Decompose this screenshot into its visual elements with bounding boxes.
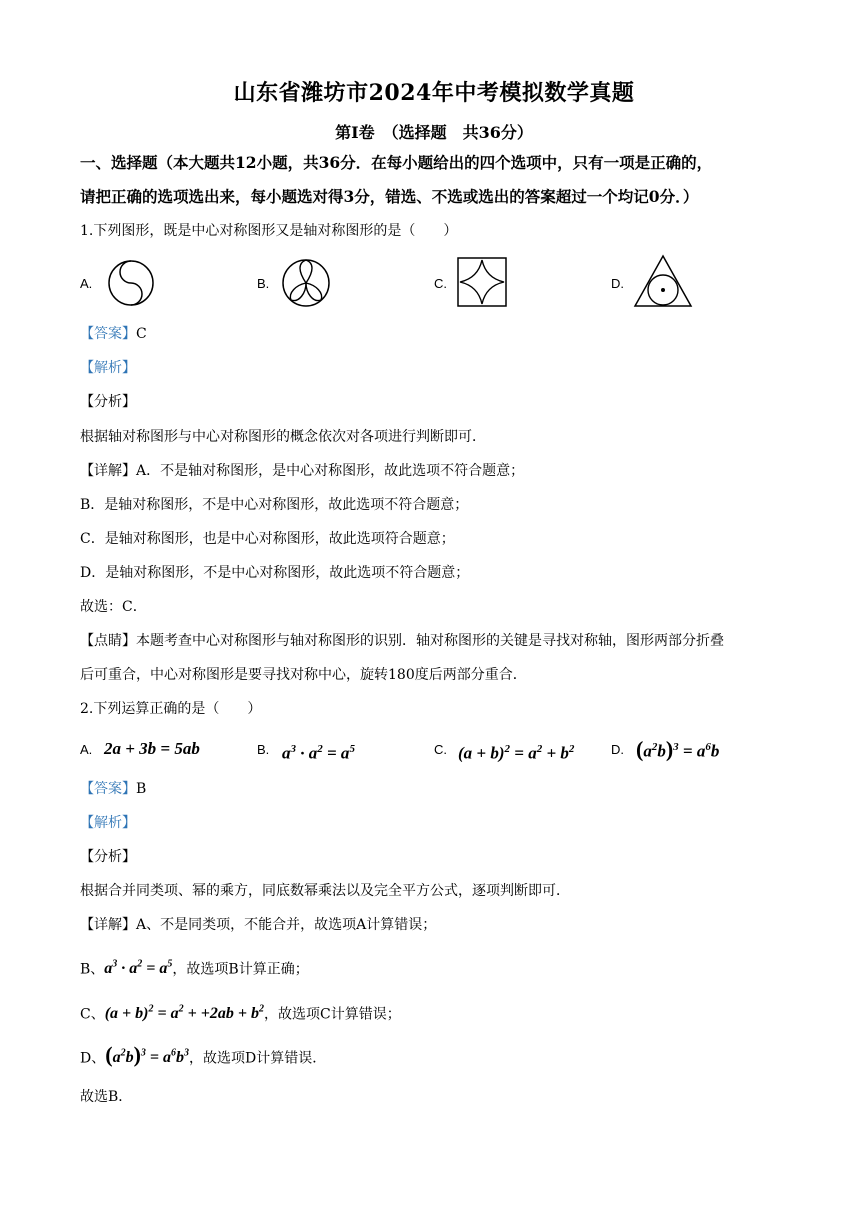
- q2-fenxi-text: 根据合并同类项、幂的乘方，同底数幂乘法以及完全平方公式，逐项判断即可．: [80, 883, 570, 899]
- q1-detail-c: C．是轴对称图形，也是中心对称图形，故此选项符合题意；: [80, 531, 455, 547]
- q1-comment-line-1: [80, 631, 724, 651]
- detail-c-suffix: ，故选项C计算错误；: [263, 1006, 401, 1023]
- q1-option-d-label: D.: [611, 276, 624, 291]
- q2-analysis-tag: 【解析】: [80, 815, 136, 831]
- detail-a-text: A、不是同类项，不能合并，故选项A计算错误；: [136, 917, 437, 933]
- q2-option-d-formula: $(a^2b)^3 = a^6b$: [636, 736, 720, 762]
- q1-fenxi-tag: 【分析】: [80, 394, 136, 410]
- section-header-line-1: 一、选择题（本大题共12小题，共36分．在每小题给出的四个选项中，只有一项是正确的，: [80, 153, 713, 172]
- q2-answer: [80, 779, 146, 799]
- detail-d-suffix: ，故选项D计算错误．: [189, 1050, 327, 1067]
- q2-detail-b: [80, 955, 309, 979]
- q1-option-c-label: C.: [434, 276, 447, 291]
- answer-value: B: [136, 781, 147, 797]
- q1-answer: [80, 324, 147, 344]
- q1-comment-line-2: 后可重合，中心对称图形是要寻找对称中心，旋转180度后两部分重合．: [80, 667, 527, 683]
- detail-tag: 【详解】: [80, 917, 136, 933]
- q2-detail-a: [80, 915, 436, 935]
- q2-option-a-formula: 2a + 3b = 5ab: [104, 739, 200, 758]
- section-subtitle: 第Ⅰ卷 （选择题 共36分）: [335, 123, 533, 142]
- q2-option-c-label: C.: [434, 742, 447, 757]
- answer-tag: 【答案】: [80, 781, 136, 797]
- q1-detail-d: D．是轴对称图形，不是中心对称图形，故此选项不符合题意；: [80, 565, 470, 581]
- q1-analysis-tag: 【解析】: [80, 360, 136, 376]
- q2-stem: 2.下列运算正确的是（ ）: [80, 701, 262, 717]
- answer-tag: 【答案】: [80, 326, 136, 342]
- yin-yang-figure: [106, 258, 156, 308]
- square-star-figure: [456, 256, 508, 308]
- comment-text: 本题考查中心对称图形与轴对称图形的识别．轴对称图形的关键是寻找对称轴，图形两部分折叠: [136, 633, 724, 649]
- q1-conclusion: 故选：C．: [80, 599, 147, 615]
- q2-option-b-formula: $a^3 \cdot a^2 = a^5$: [282, 743, 355, 763]
- q2-conclusion: 故选B．: [80, 1089, 133, 1105]
- q1-option-b-label: B.: [257, 276, 270, 291]
- detail-c-prefix: C、: [80, 1006, 105, 1023]
- q1-detail-a: [80, 461, 524, 481]
- detail-b-prefix: B、: [80, 961, 105, 978]
- q2-option-b-label: B.: [257, 742, 270, 757]
- q2-fenxi-tag: 【分析】: [80, 849, 136, 865]
- comment-tag: 【点睛】: [80, 633, 136, 649]
- section-header-line-2: 请把正确的选项选出来，每小题选对得3分，错选、不选或选出的答案超过一个均记0分．）: [80, 187, 699, 206]
- detail-tag: 【详解】: [80, 463, 136, 479]
- q2-detail-c: [80, 1000, 401, 1024]
- q2-option-d-label: D.: [611, 742, 624, 757]
- q2-detail-d: [80, 1044, 326, 1068]
- detail-c-formula: $(a + b)^2 = a^2 + +2ab + b^2$: [104, 1004, 264, 1023]
- q1-stem: 1.下列图形，既是中心对称图形又是轴对称图形的是（ ）: [80, 223, 458, 239]
- three-petal-figure: [280, 257, 332, 309]
- page-title: 山东省潍坊市2024年中考模拟数学真题: [233, 80, 635, 106]
- triangle-circle-figure: [632, 253, 694, 309]
- q1-fenxi-text: 根据轴对称图形与中心对称图形的概念依次对各项进行判断即可．: [80, 429, 486, 445]
- detail-a-text: A．不是轴对称图形，是中心对称图形，故此选项不符合题意；: [136, 463, 525, 479]
- answer-value: C: [136, 326, 147, 342]
- detail-b-formula: $a^3 \cdot a^2 = a^5$: [104, 959, 173, 978]
- detail-d-formula: $(a^2b)^3 = a^6b^3$: [105, 1042, 190, 1068]
- q1-detail-b: B．是轴对称图形，不是中心对称图形，故此选项不符合题意；: [80, 497, 469, 513]
- detail-d-prefix: D、: [80, 1050, 106, 1067]
- q2-option-a-label: A.: [80, 742, 93, 757]
- q1-option-a-label: A.: [80, 276, 93, 291]
- detail-b-suffix: ，故选项B计算正确；: [172, 961, 309, 978]
- q2-option-c-formula: $(a + b)^2 = a^2 + b^2$: [458, 743, 575, 763]
